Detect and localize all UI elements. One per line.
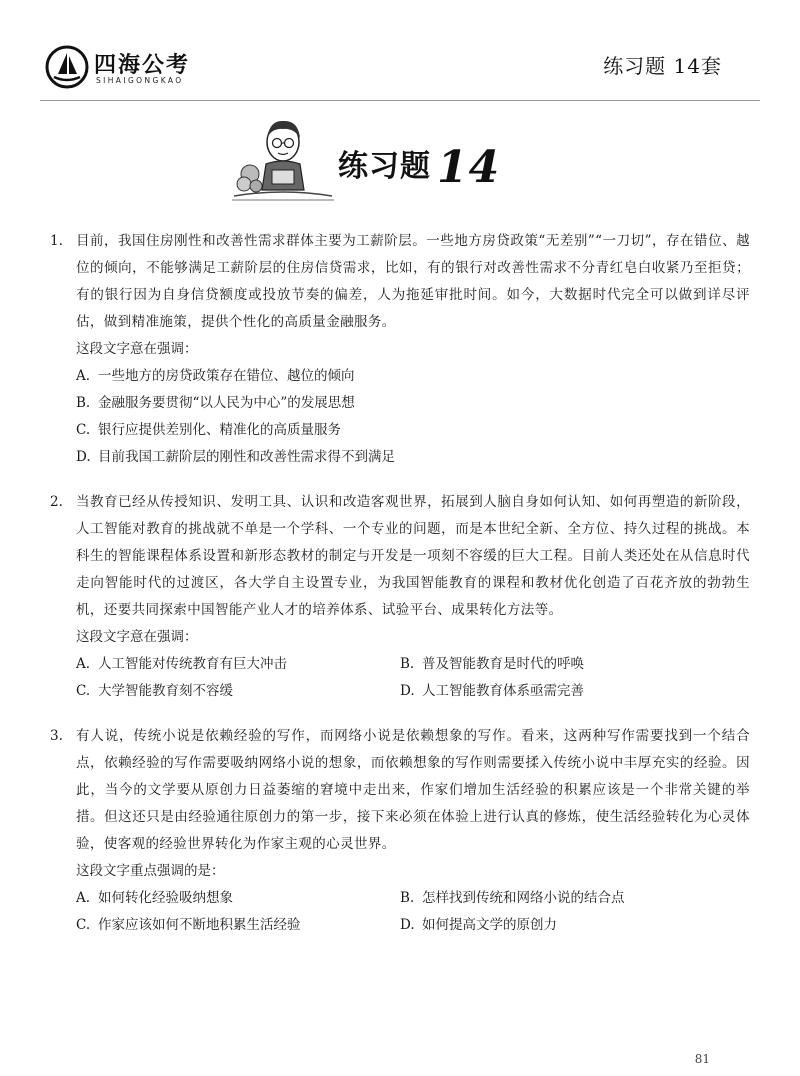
option-b: [400, 651, 724, 678]
cartoon-teacher-illustration: [228, 112, 338, 204]
option-letter: A.: [76, 890, 91, 906]
option-text: 普及智能教育是时代的呼唤: [422, 656, 584, 672]
option-text: 如何转化经验吸纳想象: [98, 890, 233, 906]
option-letter: C.: [76, 683, 91, 699]
option-letter: B.: [76, 395, 91, 411]
option-c: [76, 678, 400, 705]
section-banner: [228, 112, 528, 204]
option-letter: B.: [400, 656, 415, 672]
options-list: [76, 651, 750, 705]
brand-name: 四海公考: [94, 53, 191, 78]
option-letter: D.: [76, 449, 91, 465]
option-text: 人工智能对传统教育有巨大冲击: [98, 656, 287, 672]
option-a: [76, 363, 750, 390]
page-number: 81: [694, 1052, 710, 1066]
brand-name-pinyin: SIHAIGONGKAO: [96, 76, 184, 85]
sailboat-logo-icon: [44, 44, 90, 90]
options-list: [76, 885, 750, 939]
question-prompt: 这段文字意在强调：: [76, 341, 198, 357]
option-text: 金融服务要贯彻“以人民为中心”的发展思想: [98, 395, 355, 411]
question-text: 目前，我国住房刚性和改善性需求群体主要为工薪阶层。一些地方房贷政策“无差别”“一刀切”，存在错位、越位的倾向，不能够满足工薪阶层的住房信贷需求，比如，有的银行对改善性需求不分青红皂白收紧乃至拒贷；有的银行因为自身信贷额度或投放节奏的偏差，人为拖延审批时间。如今，大数据时代完全可以做到详尽评估，做到精准施策，提供个性化的高质量金融服务。: [76, 233, 750, 330]
set-label: 练习题 14套: [603, 54, 722, 78]
question-2: [50, 489, 750, 705]
option-a: [76, 885, 400, 912]
question-number: 1.: [50, 233, 63, 249]
section-title: [338, 136, 501, 193]
option-b: [76, 390, 750, 417]
section-title-text: 练习题: [338, 149, 431, 184]
question-number: 2.: [50, 494, 63, 510]
question-text: 当教育已经从传授知识、发明工具、认识和改造客观世界，拓展到人脑自身如何认知、如何再塑造的新阶段，人工智能对教育的挑战就不单是一个学科、一个专业的问题，而是本世纪全新、全方位、持久过程的挑战。本科生的智能课程体系设置和新形态教材的制定与开发是一项刻不容缓的巨大工程。目前人类还处在从信息时代走向智能时代的过渡区，各大学自主设置专业，为我国智能教育的课程和教材优化创造了百花齐放的勃勃生机，还要共同探索中国智能产业人才的培养体系、试验平台、成果转化方法等。: [76, 494, 750, 618]
option-letter: D.: [400, 683, 415, 699]
question-3: [50, 723, 750, 939]
option-text: 大学智能教育刻不容缓: [98, 683, 233, 699]
option-letter: D.: [400, 917, 415, 933]
question-prompt: 这段文字意在强调：: [76, 629, 198, 645]
option-text: 一些地方的房贷政策存在错位、越位的倾向: [98, 368, 355, 384]
option-b: [400, 885, 724, 912]
option-d: [76, 444, 750, 471]
option-letter: A.: [76, 368, 91, 384]
option-letter: A.: [76, 656, 91, 672]
option-a: [76, 651, 400, 678]
question-1: [50, 228, 750, 471]
question-prompt: 这段文字重点强调的是：: [76, 863, 225, 879]
option-c: [76, 417, 750, 444]
question-number: 3.: [50, 728, 63, 744]
option-letter: B.: [400, 890, 415, 906]
option-letter: C.: [76, 917, 91, 933]
question-text: 有人说，传统小说是依赖经验的写作，而网络小说是依赖想象的写作。看来，这两种写作需要找到一个结合点，依赖经验的写作需要吸纳网络小说的想象，而依赖想象的写作则需要揉入传统小说中丰厚充实的经验。因此，当今的文学要从原创力日益萎缩的窘境中走出来，作家们增加生活经验的积累应该是一个非常关键的举措。但这还只是由经验通往原创力的第一步，接下来必须在体验上进行认真的修炼，使生活经验转化为心灵体验，使客观的经验世界转化为作家主观的心灵世界。: [76, 728, 750, 852]
section-number: 14: [437, 142, 501, 193]
option-text: 如何提高文学的原创力: [422, 917, 557, 933]
option-text: 银行应提供差别化、精准化的高质量服务: [98, 422, 341, 438]
option-letter: C.: [76, 422, 91, 438]
option-text: 人工智能教育体系亟需完善: [422, 683, 584, 699]
page-header: [0, 0, 800, 110]
option-c: [76, 912, 400, 939]
option-d: [400, 678, 724, 705]
questions-list: [50, 228, 750, 957]
option-text: 目前我国工薪阶层的刚性和改善性需求得不到满足: [98, 449, 395, 465]
option-d: [400, 912, 724, 939]
options-list: [76, 363, 750, 471]
option-text: 怎样找到传统和网络小说的结合点: [422, 890, 625, 906]
option-text: 作家应该如何不断地积累生活经验: [98, 917, 301, 933]
header-divider: [40, 100, 760, 101]
